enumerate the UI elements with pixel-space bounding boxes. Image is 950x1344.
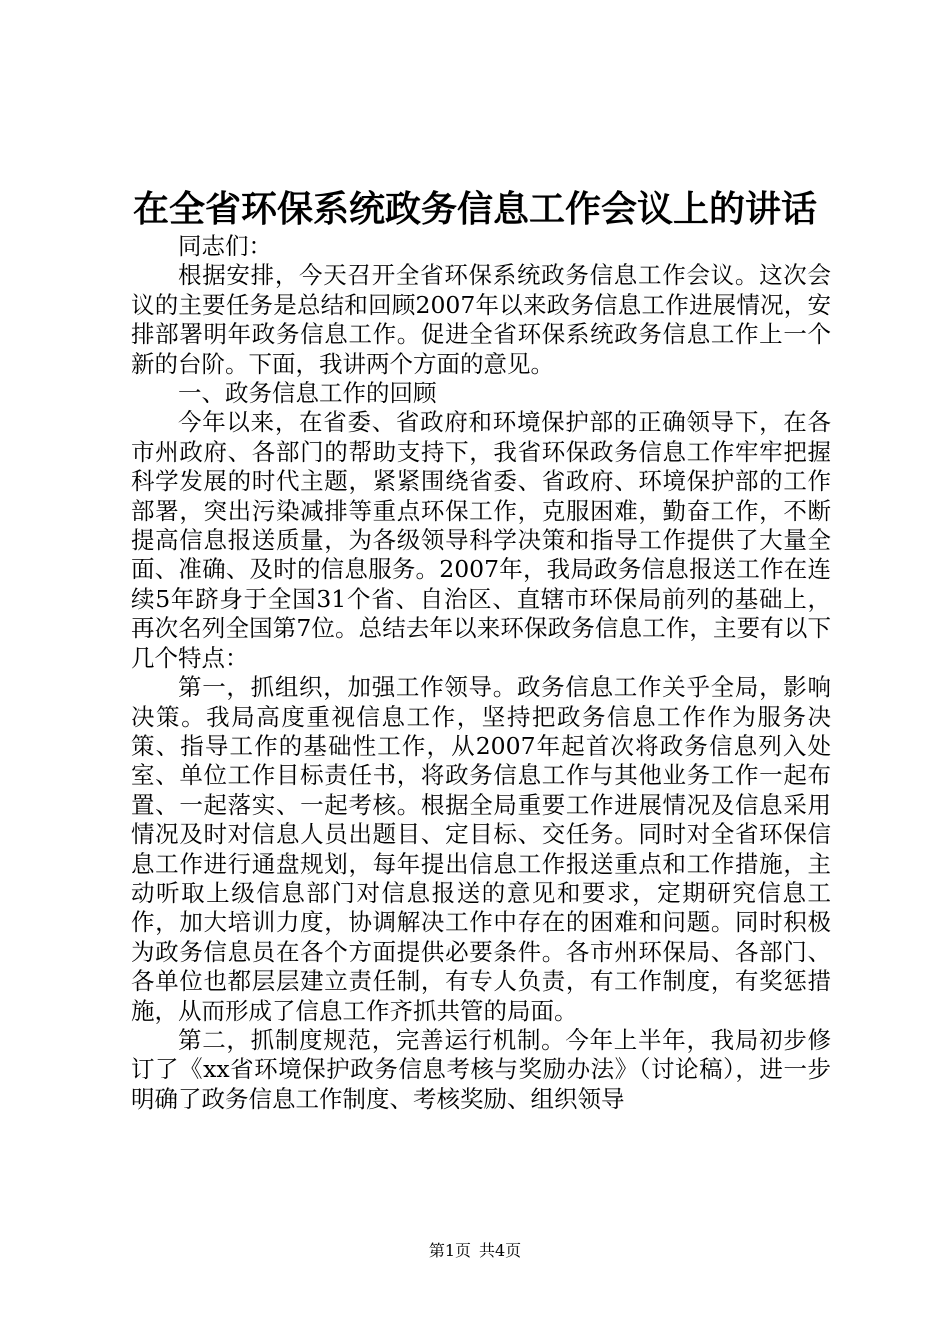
page-footer xyxy=(0,1240,950,1262)
document-body xyxy=(131,232,831,1114)
review-paragraph: 今年以来，在省委、省政府和环境保护部的正确领导下，在各市州政府、各部门的帮助支持下，我省环保政务信息工作牢牢把握科学发展的时代主题，紧紧围绕省委、省政府、环境保护部的工作部署，突出污染减排等重点环保工作，克服困难，勤奋工作，不断提高信息报送质量，为各级领导科学决策和指导工作提供了大量全面、准确、及时的信息服务。2007年，我局政务信息报送工作在连续5年跻身于全国31个省、自治区、直辖市环保局前列的基础上，再次名列全国第7位。总结去年以来环保政务信息工作，主要有以下几个特点： xyxy=(131,408,831,672)
document-title: 在全省环保系统政务信息工作会议上的讲话 xyxy=(132,188,817,230)
page-number: 第1页 xyxy=(428,1241,471,1260)
salutation: 同志们： xyxy=(178,232,272,260)
point-two-paragraph: 第二，抓制度规范，完善运行机制。今年上半年，我局初步修订了《xx省环境保护政务信息考核与奖励办法》（讨论稿），进一步明确了政务信息工作制度、考核奖励、组织领导 xyxy=(131,1025,831,1113)
intro-paragraph: 根据安排，今天召开全省环保系统政务信息工作会议。这次会议的主要任务是总结和回顾2007年以来政务信息工作进展情况，安排部署明年政务信息工作。促进全省环保系统政务信息工作上一个新的台阶。下面，我讲两个方面的意见。 xyxy=(131,261,831,378)
page-total: 共4页 xyxy=(479,1241,522,1260)
point-one-paragraph: 第一，抓组织，加强工作领导。政务信息工作关乎全局，影响决策。我局高度重视信息工作，坚持把政务信息工作作为服务决策、指导工作的基础性工作，从2007年起首次将政务信息列入处室、单位工作目标责任书，将政务信息工作与其他业务工作一起布置、一起落实、一起考核。根据全局重要工作进展情况及信息采用情况及时对信息人员出题目、定目标、交任务。同时对全省环保信息工作进行通盘规划，每年提出信息工作报送重点和工作措施，主动听取上级信息部门对信息报送的意见和要求，定期研究信息工作，加大培训力度，协调解决工作中存在的困难和问题。同时积极为政务信息员在各个方面提供必要条件。各市州环保局、各部门、各单位也都层层建立责任制，有专人负责，有工作制度，有奖惩措施，从而形成了信息工作齐抓共管的局面。 xyxy=(131,673,831,1025)
section-heading: 一、政务信息工作的回顾 xyxy=(178,379,437,408)
